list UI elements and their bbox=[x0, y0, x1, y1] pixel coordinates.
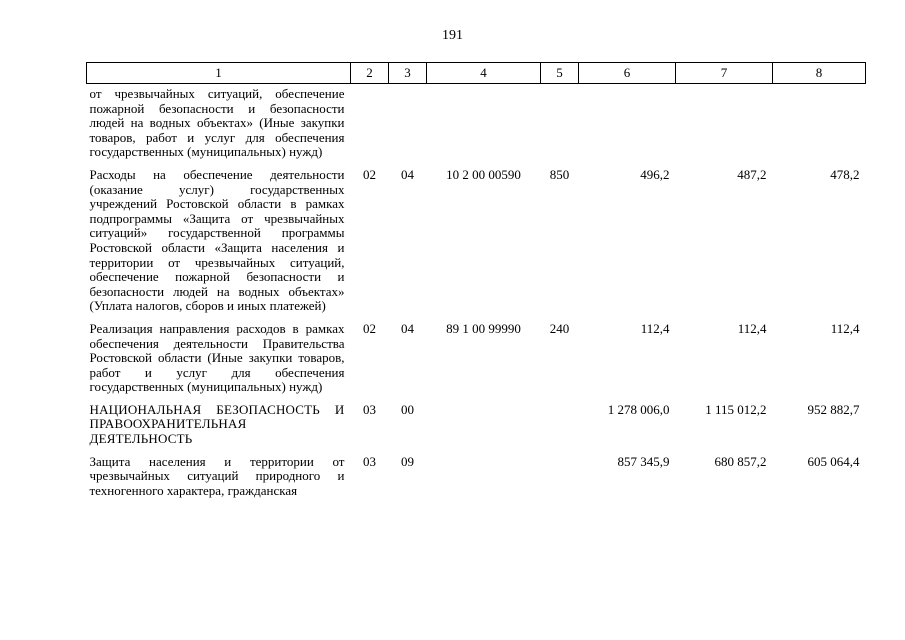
row-target-article bbox=[427, 84, 541, 168]
row-name: Расходы на обеспечение деятельности (оказание услуг) государственных учреждений Ростовской области в рамках подпрограммы «Защита от чрезвычайных ситуаций» государственной программы Ростовской области «Защита населения и территории от чрезвычайных ситуаций, обеспечение пожарной безопасности и безопасности людей на водных объектах» (Уплата налогов, сборов и иных платежей) bbox=[89, 166, 345, 314]
header-col-8: 8 bbox=[773, 63, 866, 84]
row-amount-year-2: 680 857,2 bbox=[714, 453, 767, 469]
row-expense-type: 240 bbox=[549, 320, 570, 336]
table-row bbox=[87, 84, 866, 168]
header-col-5: 5 bbox=[541, 63, 579, 84]
row-target-article: 89 1 00 99990 bbox=[446, 320, 521, 336]
table-row bbox=[87, 322, 866, 403]
row-amount-year-3: 478,2 bbox=[830, 166, 860, 182]
header-col-1: 1 bbox=[87, 63, 351, 84]
header-col-2: 2 bbox=[351, 63, 389, 84]
row-amount-year-3: 112,4 bbox=[830, 320, 860, 336]
row-subsection bbox=[389, 84, 427, 168]
table-row bbox=[87, 168, 866, 322]
row-expense-type bbox=[541, 84, 579, 168]
header-col-6: 6 bbox=[579, 63, 676, 84]
header-col-7: 7 bbox=[676, 63, 773, 84]
row-target-article bbox=[427, 455, 541, 507]
row-amount-year-2: 112,4 bbox=[737, 320, 767, 336]
row-name: от чрезвычайных ситуаций, обеспечение пожарной безопасности и безопасности людей на водных объектах» (Иные закупки товаров, работ и услуг для обеспечения государственных (муниципальных) нужд) bbox=[89, 86, 345, 160]
row-subsection: 04 bbox=[401, 320, 414, 336]
row-subsection: 04 bbox=[401, 166, 414, 182]
budget-table bbox=[86, 62, 866, 506]
table-row bbox=[87, 403, 866, 455]
header-row bbox=[87, 63, 866, 84]
row-section: 02 bbox=[363, 320, 376, 336]
row-subsection: 00 bbox=[401, 401, 414, 417]
row-amount-year-2 bbox=[676, 84, 773, 168]
row-amount-year-2: 1 115 012,2 bbox=[705, 401, 767, 417]
row-amount-year-1: 857 345,9 bbox=[617, 453, 670, 469]
row-amount-year-1: 496,2 bbox=[640, 166, 670, 182]
row-expense-type bbox=[541, 455, 579, 507]
row-target-article bbox=[427, 403, 541, 455]
row-subsection: 09 bbox=[401, 453, 414, 469]
row-section: 03 bbox=[363, 401, 376, 417]
row-amount-year-1: 112,4 bbox=[640, 320, 670, 336]
row-amount-year-3: 605 064,4 bbox=[807, 453, 860, 469]
row-amount-year-3: 952 882,7 bbox=[807, 401, 860, 417]
row-expense-type: 850 bbox=[549, 166, 570, 182]
row-amount-year-2: 487,2 bbox=[737, 166, 767, 182]
header-col-4: 4 bbox=[427, 63, 541, 84]
row-section bbox=[351, 84, 389, 168]
table-header bbox=[87, 63, 866, 84]
row-amount-year-3 bbox=[773, 84, 866, 168]
row-expense-type bbox=[541, 403, 579, 455]
table-row bbox=[87, 455, 866, 507]
row-name: Реализация направления расходов в рамках обеспечения деятельности Правительства Ростовской области (Иные закупки товаров, работ и услуг для обеспечения государственных (муниципальных) нужд) bbox=[89, 320, 345, 395]
row-amount-year-1 bbox=[579, 84, 676, 168]
row-amount-year-1: 1 278 006,0 bbox=[607, 401, 670, 417]
row-section: 02 bbox=[363, 166, 376, 182]
page-number: 191 bbox=[442, 28, 463, 43]
row-name: НАЦИОНАЛЬНАЯ БЕЗОПАСНОСТЬ И ПРАВООХРАНИТЕЛЬНАЯ ДЕЯТЕЛЬНОСТЬ bbox=[89, 401, 345, 447]
header-col-3: 3 bbox=[389, 63, 427, 84]
row-name: Защита населения и территории от чрезвычайных ситуаций природного и техногенного характера, гражданская bbox=[89, 453, 345, 498]
row-target-article: 10 2 00 00590 bbox=[446, 166, 521, 182]
row-section: 03 bbox=[363, 453, 376, 469]
